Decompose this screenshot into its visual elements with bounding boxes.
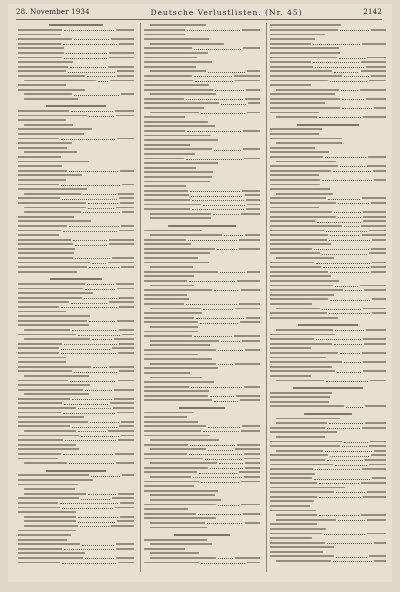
- list-entry: [18, 560, 134, 565]
- column-divider: [140, 23, 141, 572]
- header-page-number: 2142: [363, 8, 382, 16]
- list-entry: [270, 315, 386, 320]
- header-title: Deutsche Verlustlisten. (Nr. 45): [150, 7, 303, 17]
- text-column-left: [18, 23, 134, 576]
- header-date: 28. November 1934: [16, 8, 90, 16]
- list-entry: [270, 404, 386, 409]
- list-entry: [144, 525, 260, 530]
- list-entry: [270, 378, 386, 383]
- list-entry: [270, 115, 386, 120]
- column-divider: [266, 23, 267, 572]
- list-entry: [18, 461, 134, 466]
- list-entry: [270, 559, 386, 564]
- list-entry: [18, 97, 134, 102]
- list-entry: [18, 269, 134, 274]
- list-entry: [144, 560, 260, 565]
- list-entry: [144, 398, 260, 403]
- text-column-right: [270, 23, 386, 576]
- page-header: [16, 6, 382, 18]
- newspaper-page: [8, 4, 392, 582]
- text-column-middle: [144, 23, 260, 576]
- list-entry: [144, 216, 260, 221]
- header-rule: [16, 19, 382, 20]
